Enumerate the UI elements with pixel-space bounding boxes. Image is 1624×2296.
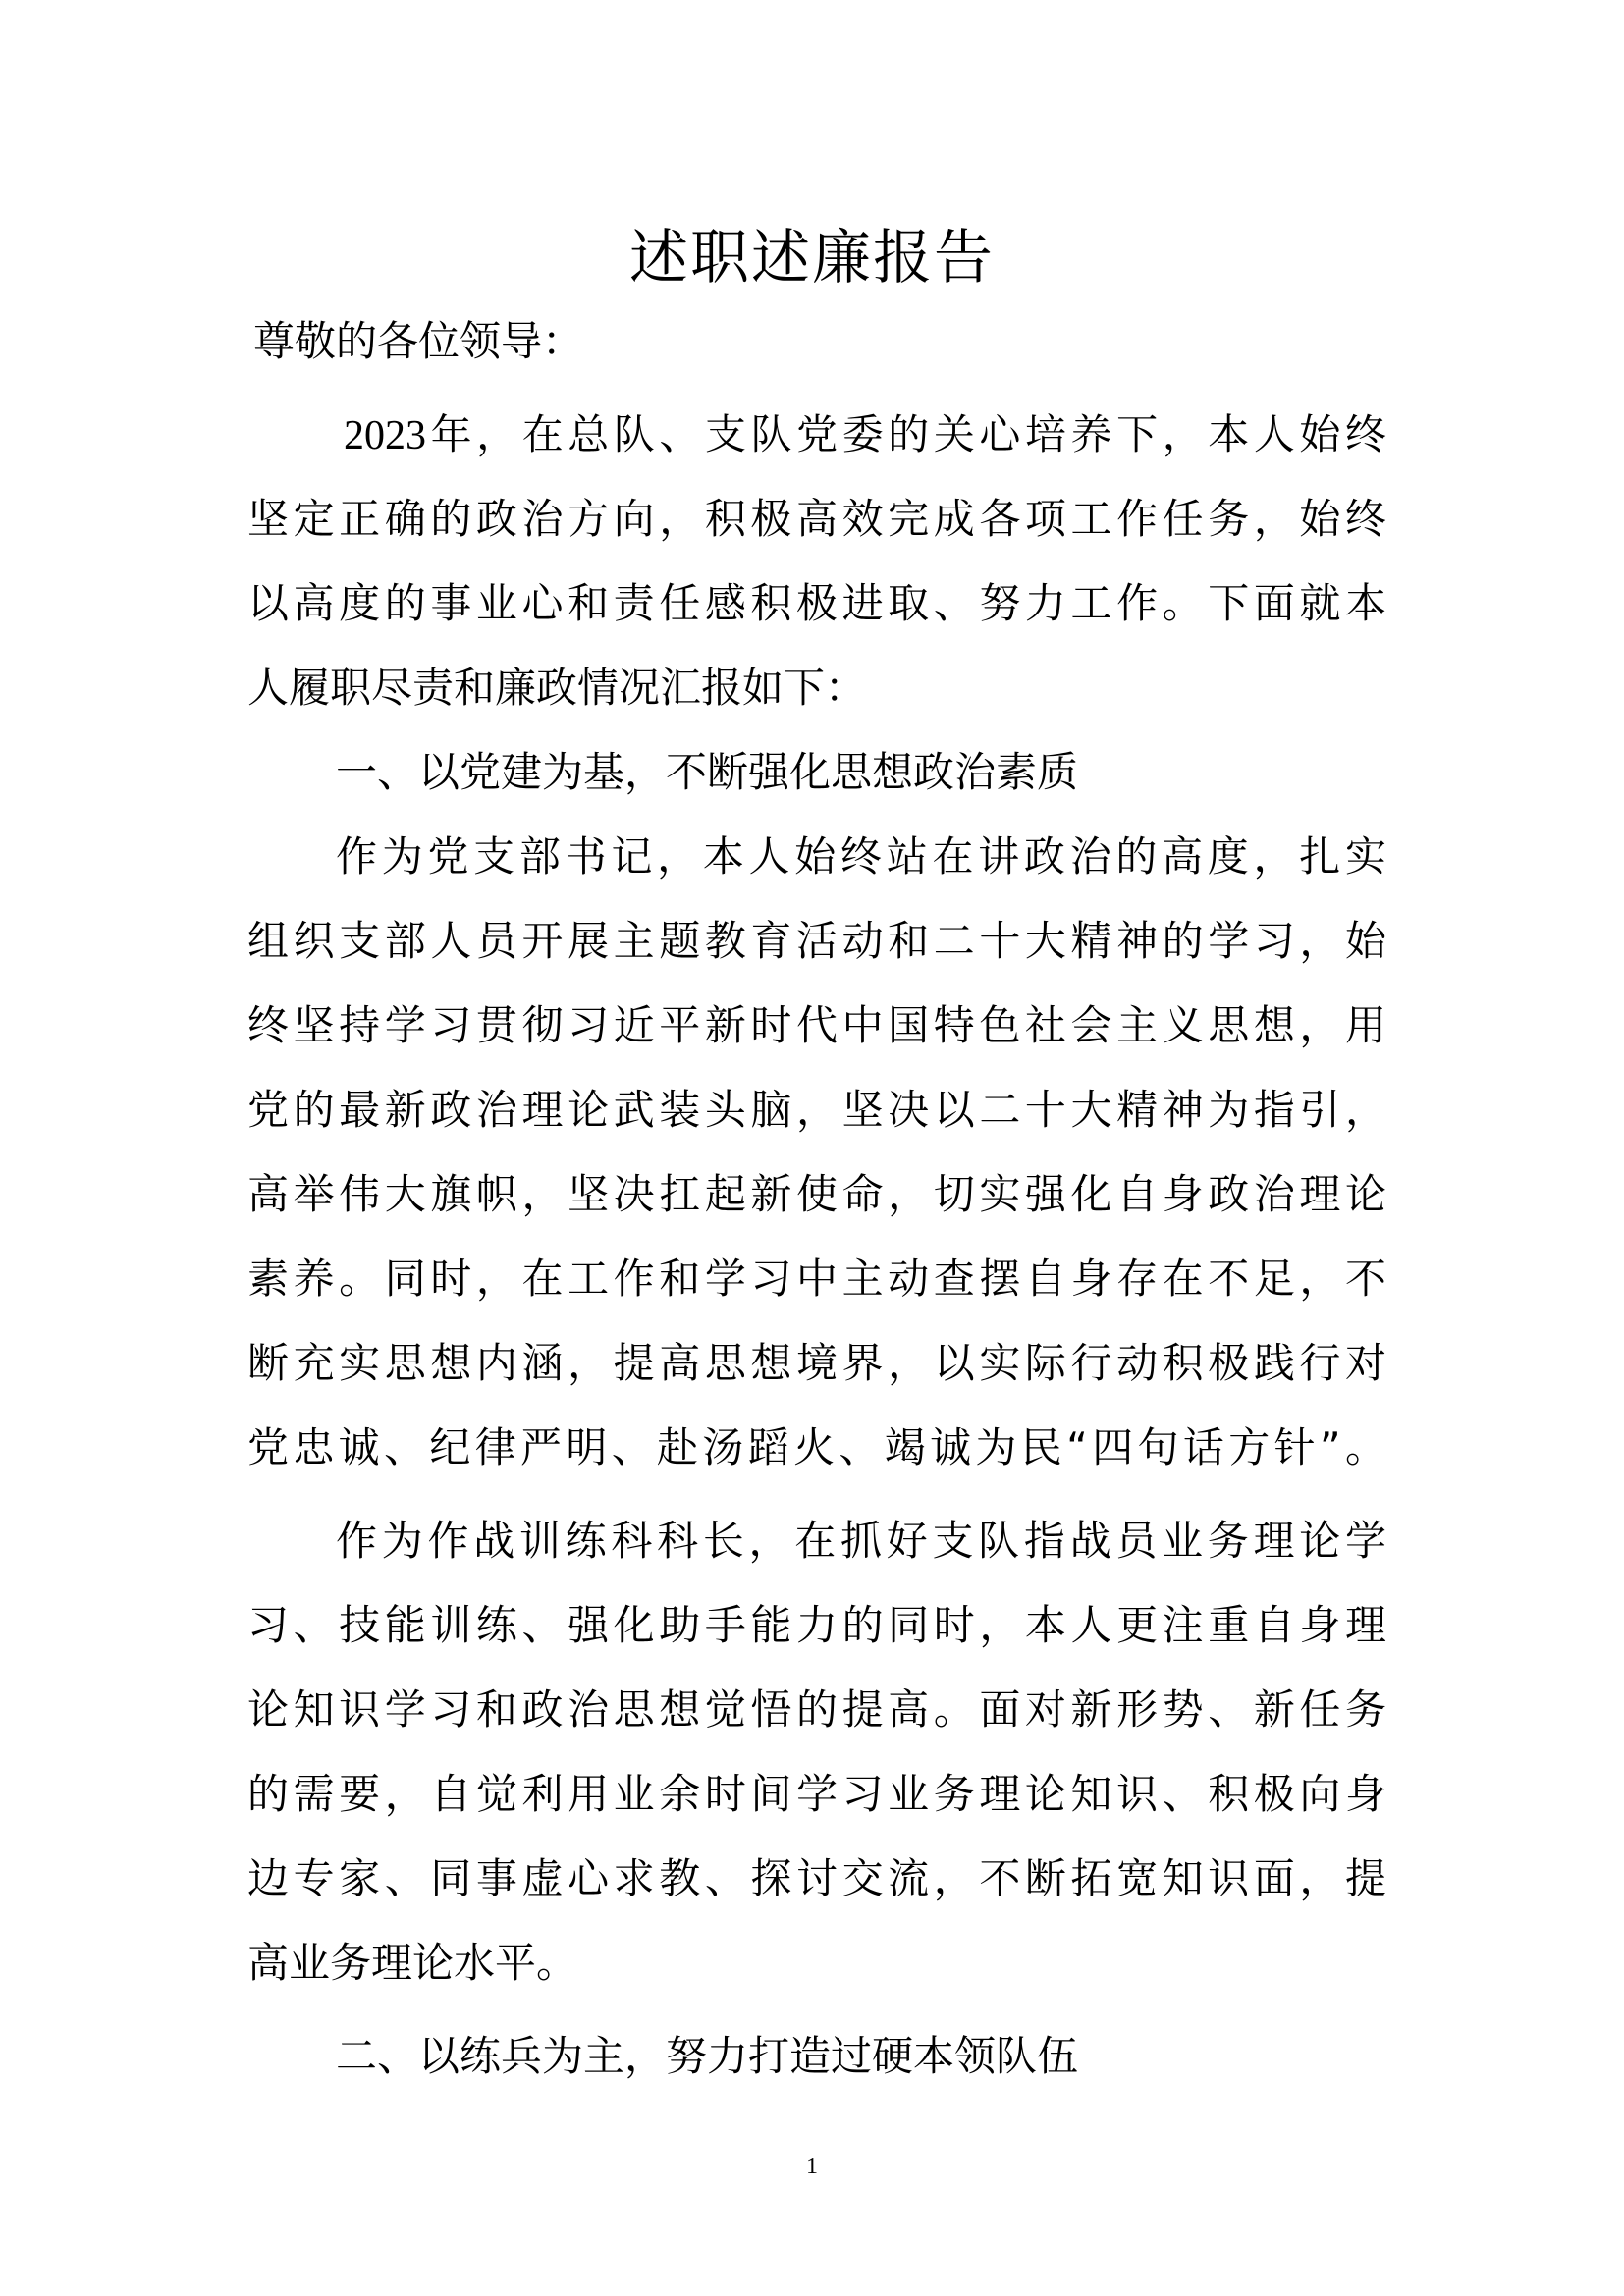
s1-p2-line-2: 习、技能训练、强化助手能力的同时，本人更注重自身理 — [247, 1601, 1386, 1649]
salutation: 尊敬的各位领导： — [253, 317, 584, 365]
s1-p1-line-7: 断充实思想内涵，提高思想境界，以实际行动积极践行对 — [247, 1339, 1386, 1387]
intro-line-1-text: 年，在总队、支队党委的关心培养下，本人始终 — [426, 410, 1386, 458]
s1-p1-line-4: 党的最新政治理论武装头脑，坚决以二十大精神为指引， — [247, 1086, 1386, 1134]
s1-p2-line-5: 边专家、同事虚心求教、探讨交流，不断拓宽知识面，提 — [247, 1854, 1386, 1902]
intro-line-3: 以高度的事业心和责任感积极进取、努力工作。下面就本 — [247, 579, 1386, 627]
s1-p1-line-8: 党忠诚、纪律严明、赴汤蹈火、竭诚为民“四句话方针”。 — [247, 1423, 1386, 1471]
s1-p2-line-6: 高业务理论水平。 — [247, 1939, 578, 1987]
intro-year: 2023 — [344, 413, 426, 458]
intro-line-2: 坚定正确的政治方向，积极高效完成各项工作任务，始终 — [247, 495, 1386, 543]
intro-line-1 — [344, 405, 1386, 465]
s1-p2-line-3: 论知识学习和政治思想觉悟的提高。面对新形势、新任务 — [247, 1685, 1386, 1734]
s1-p1-line-2: 组织支部人员开展主题教育活动和二十大精神的学习，始 — [247, 917, 1386, 965]
intro-line-4: 人履职尽责和廉政情况汇报如下： — [247, 664, 867, 712]
s1-p1-line-5: 高举伟大旗帜，坚决扛起新使命，切实强化自身政治理论 — [247, 1170, 1386, 1218]
section-1-heading: 一、以党建为基，不断强化思想政治素质 — [336, 748, 1079, 796]
s1-p1-line-3: 终坚持学习贯彻习近平新时代中国特色社会主义思想，用 — [247, 1001, 1386, 1049]
s1-p2-line-4: 的需要，自觉利用业余时间学习业务理论知识、积极向身 — [247, 1770, 1386, 1818]
s1-p2-line-1: 作为作战训练科科长，在抓好支队指战员业务理论学 — [336, 1517, 1386, 1565]
section-2-heading: 二、以练兵为主，努力打造过硬本领队伍 — [336, 2032, 1079, 2080]
document-title: 述职述廉报告 — [629, 224, 995, 293]
s1-p1-line-6: 素养。同时，在工作和学习中主动查摆自身存在不足，不 — [247, 1255, 1386, 1303]
page-number: 1 — [806, 2154, 818, 2179]
s1-p1-line-1: 作为党支部书记，本人始终站在讲政治的高度，扎实 — [336, 832, 1386, 881]
